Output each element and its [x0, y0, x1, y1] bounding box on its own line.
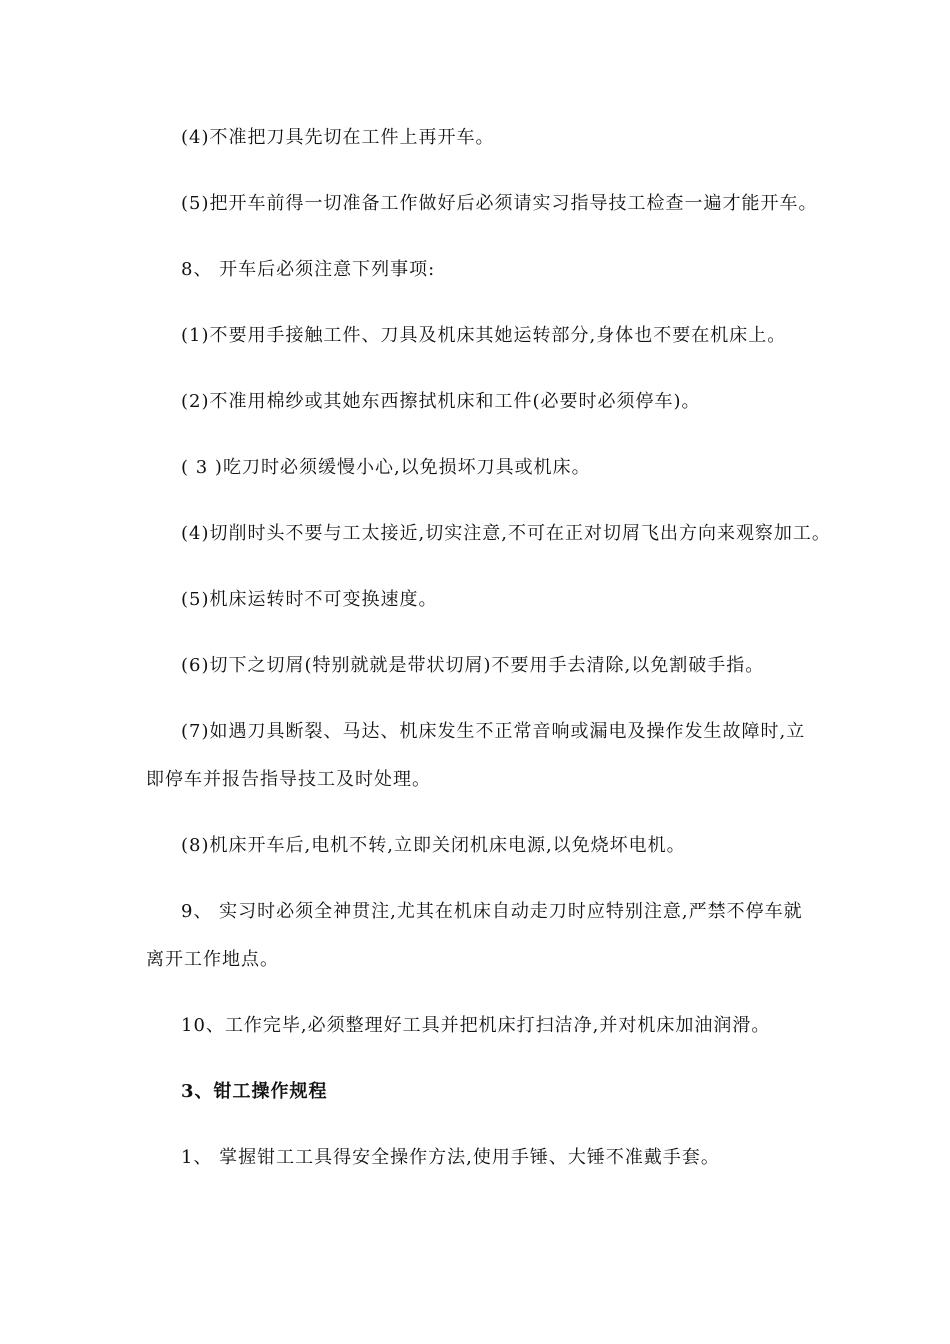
paragraph-line-3: 8、 开车后必须注意下列事项: — [181, 259, 436, 280]
paragraph-line-14: 离开工作地点。 — [146, 949, 279, 970]
paragraph-line-8: (5)机床运转时不可变换速度。 — [181, 589, 438, 610]
paragraph-line-11: 即停车并报告指导技工及时处理。 — [146, 769, 431, 790]
paragraph-line-4: (1)不要用手接触工件、刀具及机床其她运转部分,身体也不要在机床上。 — [181, 325, 787, 346]
paragraph-line-9: (6)切下之切屑(特别就就是带状切屑)不要用手去清除,以免割破手指。 — [181, 655, 765, 676]
paragraph-line-6: ( 3 )吃刀时必须缓慢小心,以免损坏刀具或机床。 — [181, 457, 591, 478]
section-heading: 3、钳工操作规程 — [181, 1081, 328, 1102]
paragraph-line-10: (7)如遇刀具断裂、马达、机床发生不正常音响或漏电及操作发生故障时,立 — [181, 721, 806, 742]
paragraph-line-13: 9、 实习时必须全神贯注,尤其在机床自动走刀时应特别注意,严禁不停车就 — [181, 901, 803, 922]
paragraph-line-12: (8)机床开车后,电机不转,立即关闭机床电源,以免烧坏电机。 — [181, 835, 686, 856]
paragraph-line-1: (4)不准把刀具先切在工件上再开车。 — [181, 127, 495, 148]
paragraph-line-16: 1、 掌握钳工工具得安全操作方法,使用手锤、大锤不准戴手套。 — [181, 1147, 720, 1168]
paragraph-line-2: (5)把开车前得一切准备工作做好后必须请实习指导技工检查一遍才能开车。 — [181, 193, 818, 214]
paragraph-line-15: 10、工作完毕,必须整理好工具并把机床打扫洁净,并对机床加油润滑。 — [181, 1015, 771, 1036]
paragraph-line-7: (4)切削时头不要与工太接近,切实注意,不可在正对切屑飞出方向来观察加工。 — [181, 523, 831, 544]
paragraph-line-5: (2)不准用棉纱或其她东西擦拭机床和工件(必要时必须停车)。 — [181, 391, 701, 412]
